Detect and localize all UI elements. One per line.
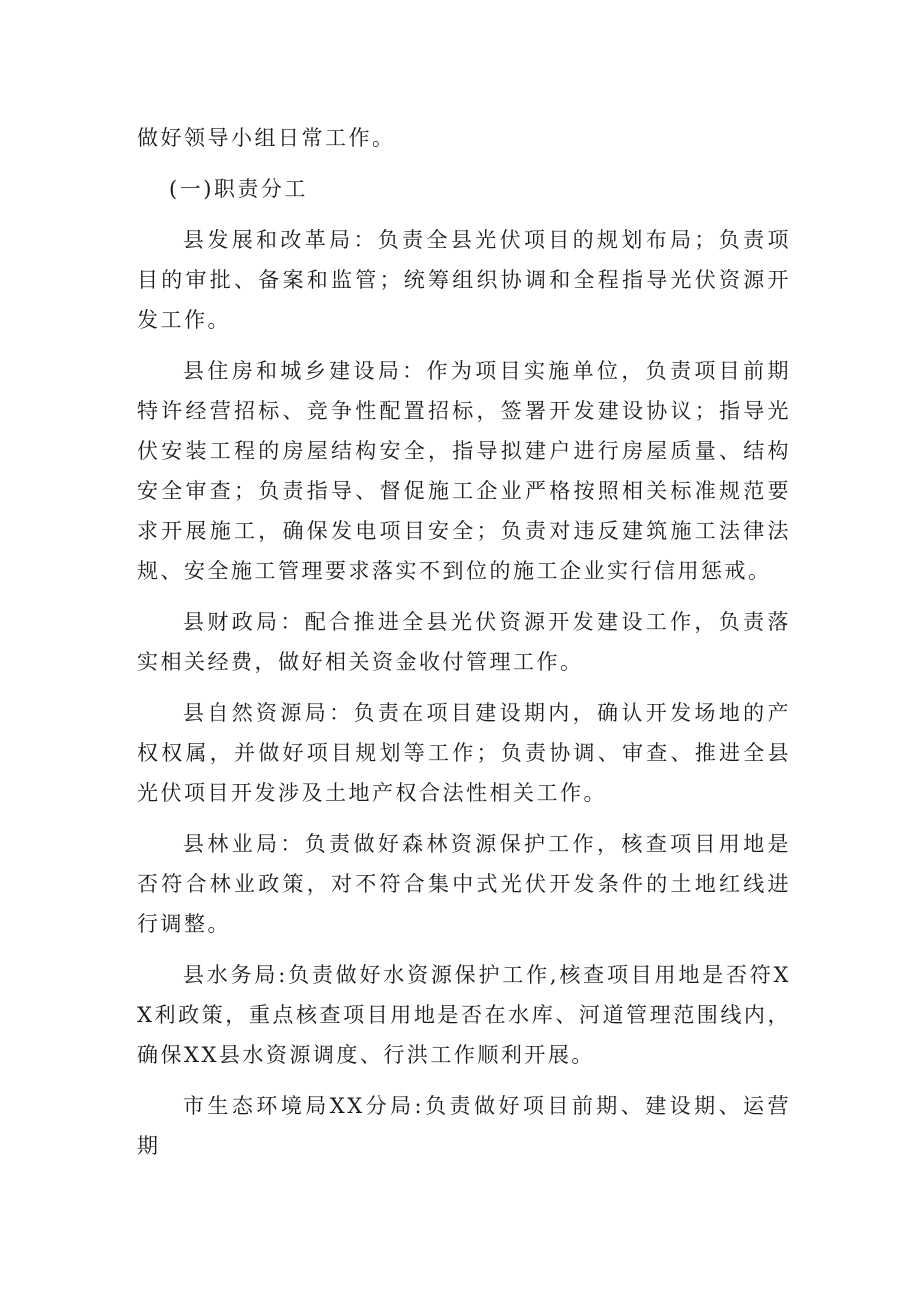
paragraph-forestry-bureau: 县林业局：负责做好森林资源保护工作，核查项目用地是否符合林业政策，对不符合集中式光伏开发条件的土地红线进行调整。 [137, 832, 791, 936]
paragraph-housing-construction-bureau: 县住房和城乡建设局：作为项目实施单位，负责项目前期特许经营招标、竞争性配置招标，签署开发建设协议；指导光伏安装工程的房屋结构安全，指导拟建户进行房屋质量、结构安全审查；负责指导、督促施工企业严格按照相关标准规范要求开展施工，确保发电项目安全；负责对违反建筑施工法律法规、安全施工管理要求落实不到位的施工企业实行信用惩戒。 [137, 359, 791, 583]
paragraph-water-affairs-bureau: 县水务局:负责做好水资源保护工作,核查项目用地是否符XX利政策，重点核查项目用地是否在水库、河道管理范围线内，确保XX县水资源调度、行洪工作顺利开展。 [137, 963, 791, 1067]
paragraph-continuation: 做好领导小组日常工作。 [137, 126, 396, 150]
section-heading: (一)职责分工 [169, 177, 308, 201]
document-body [137, 118, 791, 1166]
paragraph-natural-resources-bureau: 县自然资源局：负责在项目建设期内，确认开发场地的产权权属，并做好项目规划等工作；负责协调、审查、推进全县光伏项目开发涉及土地产权合法性相关工作。 [137, 701, 791, 805]
paragraph-development-reform-bureau: 县发展和改革局：负责全县光伏项目的规划布局；负责项目的审批、备案和监管；统筹组织协调和全程指导光伏资源开发工作。 [137, 228, 791, 332]
paragraph-ecology-environment-branch: 市生态环境局XX分局:负责做好项目前期、建设期、运营期 [137, 1094, 791, 1158]
paragraph-finance-bureau: 县财政局：配合推进全县光伏资源开发建设工作，负责落实相关经费，做好相关资金收付管理工作。 [137, 610, 791, 674]
